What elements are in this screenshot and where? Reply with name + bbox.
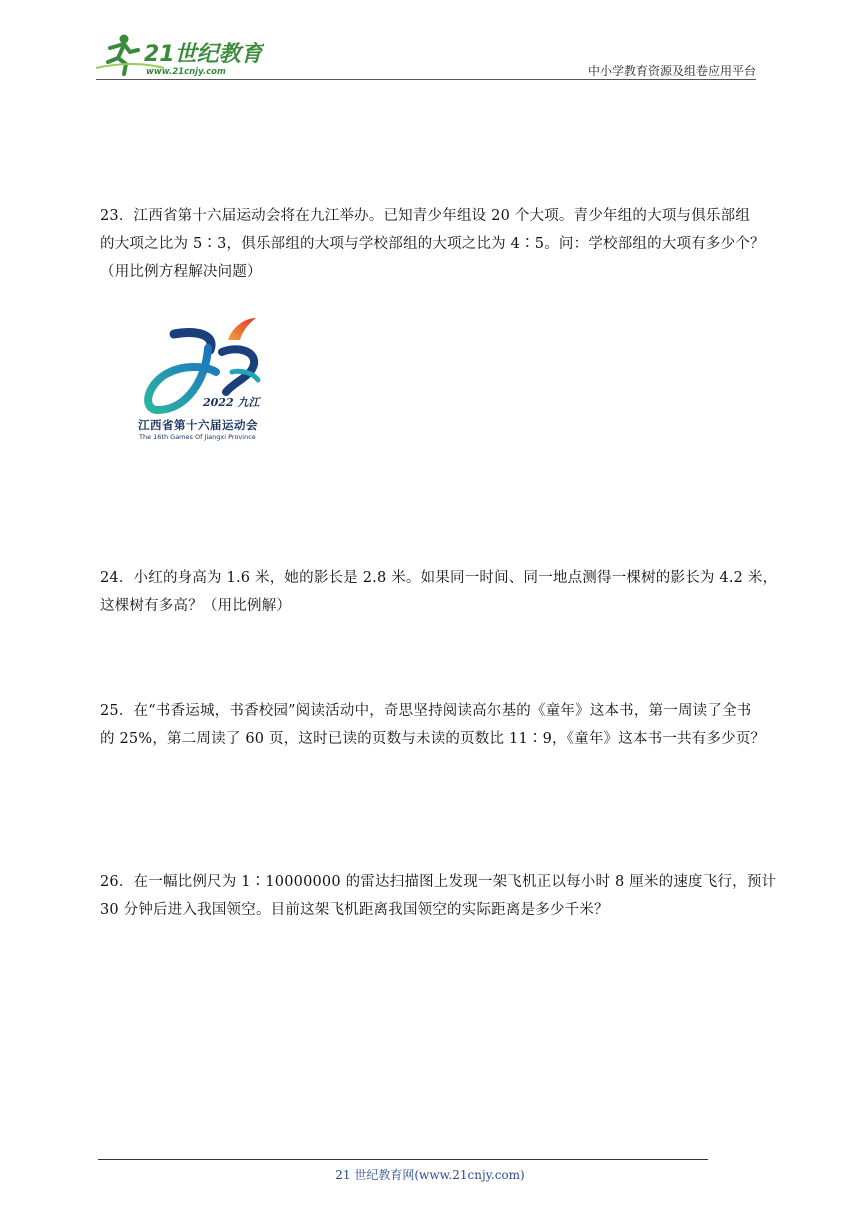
emblem-title-cn: 江西省第十六届运动会 [138,418,258,432]
footer-divider [98,1159,708,1160]
question-line: 24．小红的身高为 1.6 米，她的影长是 2.8 米。如果同一时间、同一地点测得一棵树的影长为 4.2 米， [100,570,778,586]
site-logo[interactable] [94,32,264,78]
question-line: 23．江西省第十六届运动会将在九江举办。已知青少年组设 20 个大项。青少年组的大项与俱乐部组 [100,208,751,224]
page-header [0,0,860,90]
question-line: 30 分钟后进入我国领空。目前这架飞机距离我国领空的实际距离是多少千米？ [100,902,609,918]
emblem-title-en: The 16th Games Of Jiangxi Province [139,433,256,441]
question-line: 26．在一幅比例尺为 1∶10000000 的雷达扫描图上发现一架飞机正以每小时 8 厘米的速度飞行，预计 [100,874,777,890]
question-line: 的 25%，第二周读了 60 页，这时已读的页数与未读的页数比 11∶9，《童年》这本书一共有多少页？ [100,731,766,747]
question-line: （用比例方程解决问题） [100,264,262,280]
question-line: 这棵树有多高？（用比例解） [100,598,292,614]
question-26 [100,868,777,924]
runner-logo-icon [94,32,264,78]
footer-link[interactable]: 21 世纪教育网(www.21cnjy.com) [335,1168,525,1182]
question-line: 的大项之比为 5∶3，俱乐部组的大项与学校部组的大项之比为 4∶5。问：学校部组的大项有多少个？ [100,236,765,252]
question-25 [100,697,766,753]
header-divider [96,79,756,80]
question-23 [100,202,765,286]
platform-label: 中小学教育资源及组卷应用平台 [587,64,756,78]
emblem-year-text: 2022 九江 [203,396,260,409]
svg-text:21世纪教育: 21世纪教育 [144,42,263,67]
svg-text:www.21cnjy.com: www.21cnjy.com [146,67,226,77]
question-line: 25．在“书香运城，书香校园”阅读活动中，奇思坚持阅读高尔基的《童年》这本书，第一周读了全书 [100,703,752,719]
question-24 [100,564,778,620]
